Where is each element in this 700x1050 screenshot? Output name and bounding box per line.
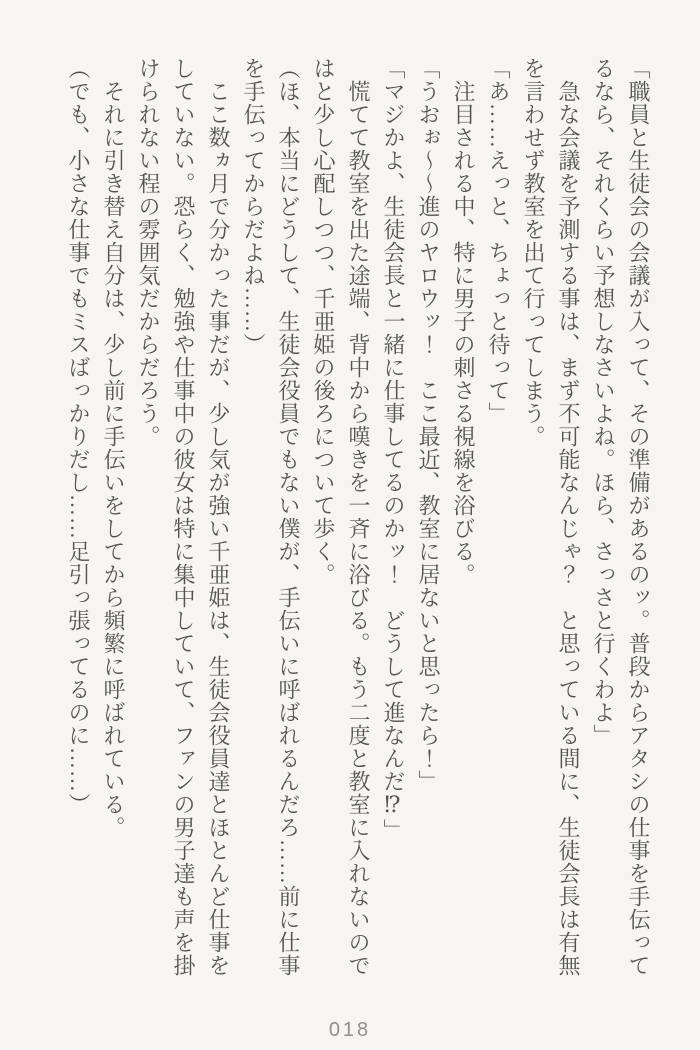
- page-number: 018: [328, 1019, 372, 1041]
- paragraph-11: （でも、小さな仕事でもミスばっかりだし……足引っ張ってるのに……）: [66, 57, 91, 816]
- paragraph-4: 注目される中、特に男子の刺さる視線を浴びる。: [451, 57, 476, 586]
- paragraph-10: それに引き替え自分は、少し前に手伝いをしてから頻繁に呼ばれている。: [101, 57, 126, 839]
- paragraph-6: 「マジかよ、生徒会長と一緒に仕事してるのかッ！ どうして進なんだ⁉」: [381, 57, 406, 842]
- paragraph-7: 慌てて教室を出た途端、背中から嘆きを一斉に浴びる。もう二度と教室に入れないのではと少し心配しつつ、千亜姫の後ろについて歩く。: [311, 57, 371, 977]
- paragraph-8: （ほ、本当にどうして、生徒会役員でもない僕が、手伝いに呼ばれるんだろ……前に仕事を手伝ってからだよね……）: [241, 57, 301, 977]
- paragraph-2: 急な会議を予測する事は、まず不可能なんじゃ？ と思っている間に、生徒会長は有無を言わせず教室を出て行ってしまう。: [521, 57, 581, 977]
- vertical-text-block: [56, 57, 656, 983]
- paragraph-5: 「うおぉ～～進のヤロウッ！ ここ最近、教室に居ないと思ったら！」: [416, 57, 441, 793]
- paragraph-9: ここ数ヵ月で分かった事だが、少し気が強い千亜姫は、生徒会役員達とほとんど仕事をしていない。恐らく、勉強や仕事中の彼女は特に集中していて、ファンの男子達も声を掛けられない程の雰囲気だからだろう。: [136, 57, 231, 977]
- paragraph-3: 「あ……えっと、ちょっと待って」: [486, 57, 511, 425]
- paragraph-1: 「職員と生徒会の会議が入って、その準備があるのッ。普段からアタシの仕事を手伝ってるなら、それくらい予想しなさいよね。ほら、さっさと行くわよ」: [591, 57, 651, 977]
